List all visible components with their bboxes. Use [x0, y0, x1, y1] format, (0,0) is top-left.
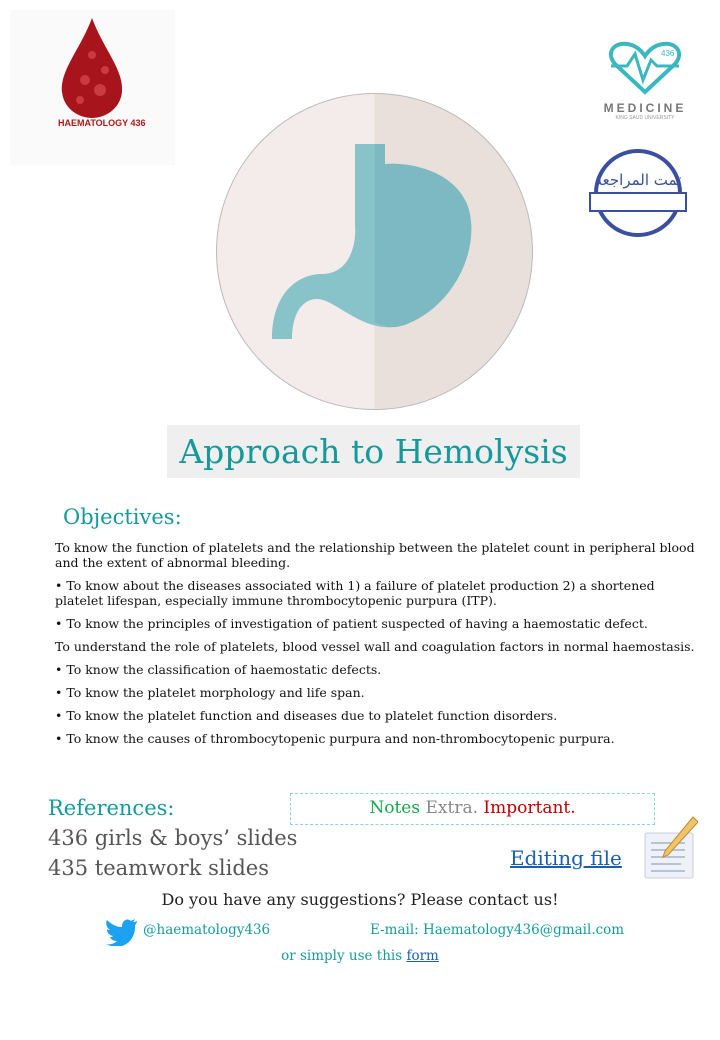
objective-item: To understand the role of platelets, blood vessel wall and coagulation factors in normal haemostasis. [55, 639, 695, 654]
objective-item: • To know the platelet morphology and life span. [55, 685, 365, 700]
svg-text:تمت المراجعة: تمت المراجعة [594, 171, 682, 189]
color-legend [290, 793, 655, 825]
objective-item: • To know the causes of thrombocytopenic purpura and non-thrombocytopenic purpura. [55, 731, 615, 746]
reference-item: 436 girls & boys’ slides [48, 826, 298, 850]
twitter-icon [104, 918, 138, 950]
medicine-badge: 436 [661, 49, 675, 58]
objective-item: • To know the principles of investigation of patient suspected of having a haemostatic defect. [55, 616, 648, 631]
legend-extra: Extra. [425, 798, 478, 818]
stomach-illustration [216, 93, 533, 410]
document-pencil-icon [643, 815, 698, 880]
haematology-logo-text: HAEMATOLOGY 436 [58, 118, 146, 128]
medicine-logo [590, 40, 700, 121]
editing-file-link[interactable]: Editing file [510, 846, 622, 870]
heart-pulse-icon [605, 40, 685, 95]
legend-notes: Notes [369, 798, 421, 818]
blood-drop-icon [10, 10, 175, 120]
stomach-icon [217, 94, 533, 410]
objective-item: • To know the classification of haemostatic defects. [55, 662, 382, 677]
references-heading: References: [48, 796, 175, 820]
suggestions-text: Do you have any suggestions? Please contact us! [161, 890, 559, 909]
review-stamp [588, 145, 688, 240]
form-link[interactable]: form [406, 948, 439, 964]
haematology-logo [10, 10, 175, 165]
objective-item: To know the function of platelets and the relationship between the platelet count in peripheral blood and the extent of abnormal bleeding. [55, 540, 695, 570]
legend-important: Important. [483, 798, 576, 818]
form-line [0, 948, 720, 964]
medicine-text: MEDICINE [603, 101, 687, 115]
email-link[interactable]: E-mail: Haematology436@gmail.com [370, 922, 625, 938]
objective-item: • To know the platelet function and diseases due to platelet function disorders. [55, 708, 558, 723]
twitter-handle-link[interactable]: @haematology436 [143, 922, 271, 938]
objectives-list [55, 540, 695, 754]
university-text: KING SAUD UNIVERSITY [615, 115, 675, 121]
references [48, 793, 297, 883]
objective-item: • To know about the diseases associated with 1) a failure of platelet production 2) a shortened platelet lifespan, especially immune thrombocytopenic purpura (ITP). [55, 578, 655, 608]
reference-item: 435 teamwork slides [48, 856, 269, 880]
page-title: Approach to Hemolysis [167, 425, 580, 478]
objectives-heading: Objectives: [63, 505, 182, 529]
form-prefix: or simply use this [281, 948, 403, 964]
